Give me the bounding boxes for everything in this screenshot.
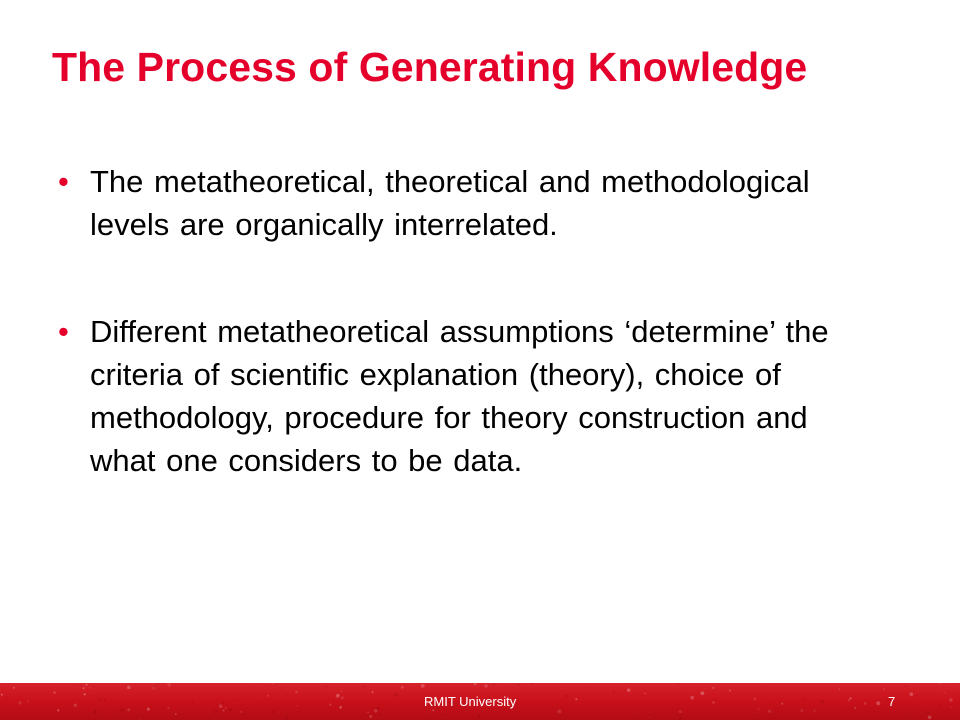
- footer-bar: [0, 683, 960, 720]
- bullet-list: [58, 160, 858, 546]
- slide-title: The Process of Generating Knowledge: [52, 44, 808, 90]
- bullet-text: The metatheoretical, theoretical and methodological levels are organically interrelated.: [90, 164, 810, 242]
- footer-label: RMIT University: [424, 694, 517, 709]
- bullet-item: [58, 310, 858, 482]
- bullet-item: [58, 160, 858, 246]
- bullet-marker: •: [58, 164, 69, 199]
- bullet-text: Different metatheoretical assumptions ‘determine’ the criteria of scientific explanation (theory), choice of methodology, procedure for theory construction and what one considers to be data.: [90, 314, 829, 478]
- page-number: 7: [888, 694, 896, 709]
- bullet-marker: •: [58, 314, 69, 349]
